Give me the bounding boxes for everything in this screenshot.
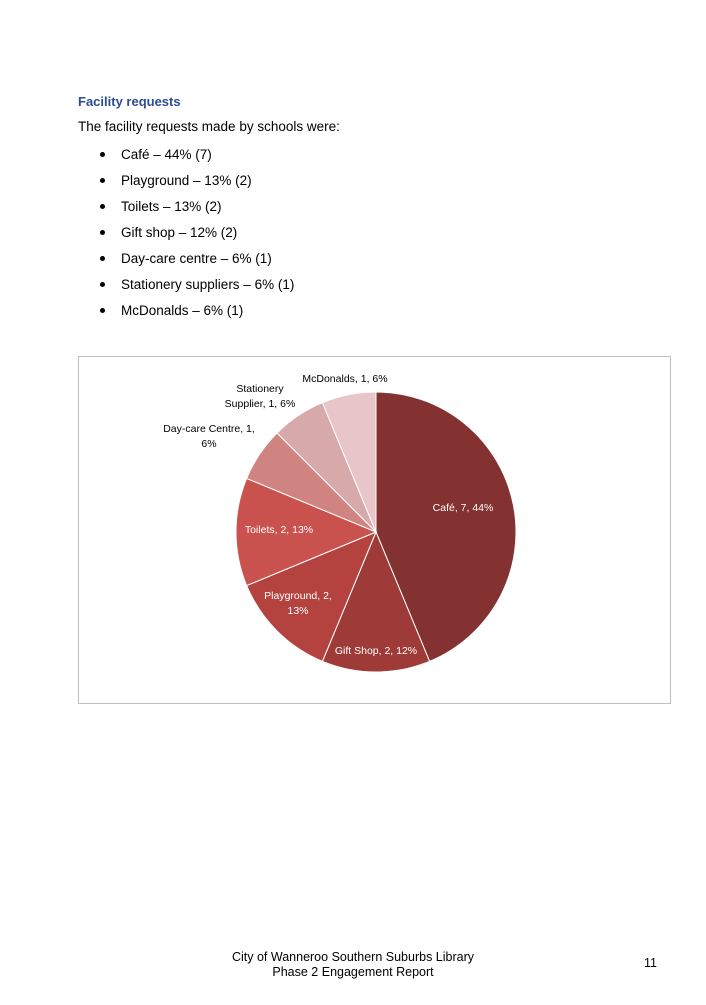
facility-list xyxy=(100,147,294,329)
list-item xyxy=(100,303,294,329)
list-item-text: Gift shop – 12% (2) xyxy=(121,225,238,240)
page-number: 11 xyxy=(644,956,657,970)
pie-label-stationery-supplier: Stationery Supplier, 1, 6% xyxy=(224,383,296,410)
list-item-text: Day-care centre – 6% (1) xyxy=(121,251,272,266)
pie-label-gift-shop: Gift Shop, 2, 12% xyxy=(334,645,418,657)
bullet-icon xyxy=(100,282,105,287)
list-item-text: Playground – 13% (2) xyxy=(121,173,252,188)
list-item-text: Stationery suppliers – 6% (1) xyxy=(121,277,295,292)
pie-label-caf-: Café, 7, 44% xyxy=(432,502,494,514)
footer xyxy=(0,950,706,980)
bullet-icon xyxy=(100,178,105,183)
list-item-text: Toilets – 13% (2) xyxy=(121,199,222,214)
list-item xyxy=(100,147,294,173)
intro-text: The facility requests made by schools were: xyxy=(78,119,340,134)
footer-line-2: Phase 2 Engagement Report xyxy=(272,965,434,979)
pie-chart-frame xyxy=(78,356,671,704)
pie-chart xyxy=(79,357,670,703)
list-item xyxy=(100,225,294,251)
list-item xyxy=(100,199,294,225)
list-item xyxy=(100,277,294,303)
footer-line-1: City of Wanneroo Southern Suburbs Library xyxy=(231,950,475,964)
list-item xyxy=(100,251,294,277)
bullet-icon xyxy=(100,152,105,157)
pie-label-mcdonalds: McDonalds, 1, 6% xyxy=(302,373,388,385)
pie-label-day-care-centre: Day-care Centre, 1, 6% xyxy=(163,423,255,450)
list-item xyxy=(100,173,294,199)
bullet-icon xyxy=(100,308,105,313)
bullet-icon xyxy=(100,256,105,261)
list-item-text: Café – 44% (7) xyxy=(121,147,212,162)
pie-label-toilets: Toilets, 2, 13% xyxy=(244,524,314,536)
bullet-icon xyxy=(100,204,105,209)
pie-label-playground: Playground, 2, 13% xyxy=(264,590,332,617)
bullet-icon xyxy=(100,230,105,235)
list-item-text: McDonalds – 6% (1) xyxy=(121,303,244,318)
section-heading: Facility requests xyxy=(78,94,181,109)
